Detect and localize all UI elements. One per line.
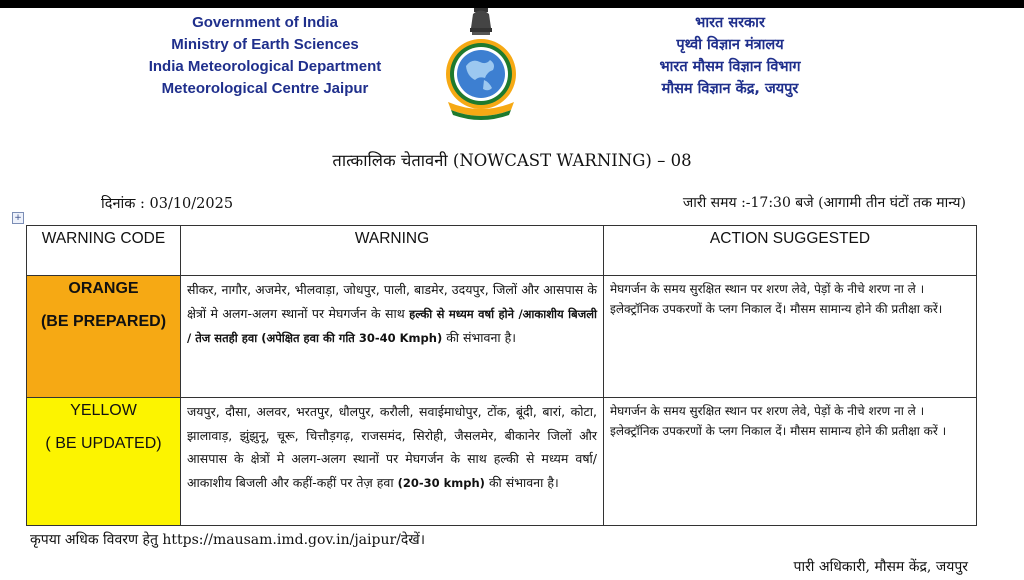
imd-emblem-icon <box>438 6 524 120</box>
orange-code-sub: (BE PREPARED) <box>40 313 167 330</box>
issue-time: जारी समय :-17:30 बजे (आगामी तीन घंटों तक मान्य) <box>682 195 966 211</box>
yellow-warning-end: की संभावना है। <box>488 474 559 490</box>
header-english <box>120 12 410 100</box>
table-row-orange <box>27 276 977 398</box>
yellow-warning-text <box>181 398 604 526</box>
orange-warning-text <box>181 276 604 398</box>
yellow-warning-plain: जयपुर, दौसा, अलवर, भरतपुर, धौलपुर, करौली, सवाईमाधोपुर, टोंक, बूंदी, बारां, कोटा, झालावाड़, झुंझुनू, चूरू, चित्तौड़गढ़, राजसमंद, सिरोही, जैसलमेर, बीकानेर जिलों और आसपास के क्षेत्रों मे अलग-अलग स्थानों पर मेघगर्जन के साथ हल्की से मध्यम वर्षा/ आकाशीय बिजली और कहीं-कहीं पर तेज़ हवा <box>187 404 597 490</box>
yellow-code-label: YELLOW <box>70 402 137 419</box>
yellow-code-cell <box>27 398 181 526</box>
header-en-line: Meteorological Centre Jaipur <box>161 80 369 97</box>
header-en-line: India Meteorological Department <box>148 58 382 75</box>
orange-code-cell <box>27 276 181 398</box>
yellow-action-text: मेघगर्जन के समय सुरक्षित स्थान पर शरण लेवे, पेड़ों के नीचे शरण ना ले । इलेक्ट्रॉनिक उपकरणों के प्लग निकाल दें। मौसम सामान्य होने की प्रतीक्षा करें । <box>604 398 977 526</box>
issue-date: दिनांक : 03/10/2025 <box>101 196 234 212</box>
header-hindi <box>600 12 860 100</box>
orange-warning-bold: हल्की से मध्यम वर्षा होने /आकाशीय बिजली / तेज सतही हवा (अपेक्षित हवा की गति 30-40 Kmph) <box>187 306 597 345</box>
table-move-handle-icon[interactable]: + <box>12 212 24 224</box>
header-hi-line: मौसम विज्ञान केंद्र, जयपुर <box>661 81 799 97</box>
header-hi-line: भारत मौसम विज्ञान विभाग <box>659 59 801 75</box>
yellow-warning-bold: (20-30 kmph) <box>397 475 485 490</box>
more-info-link-text[interactable]: कृपया अधिक विवरण हेतु https://mausam.imd.gov.in/jaipur/देखें। <box>30 532 426 548</box>
header-en-line: Government of India <box>192 14 338 31</box>
orange-action-text: मेघगर्जन के समय सुरक्षित स्थान पर शरण लेवे, पेड़ों के नीचे शरण ना ले । इलेक्ट्रॉनिक उपकरणों के प्लग निकाल दें। मौसम सामान्य होने की प्रतीक्षा करें। <box>604 276 977 398</box>
yellow-code-sub: ( BE UPDATED) <box>45 435 162 452</box>
header-hi-line: पृथ्वी विज्ञान मंत्रालय <box>676 37 784 53</box>
signature: पारी अधिकारी, मौसम केंद्र, जयपुर <box>793 559 968 575</box>
table-row-yellow <box>27 398 977 526</box>
table-header-row <box>27 226 977 276</box>
warning-table <box>26 225 977 526</box>
header-action: ACTION SUGGESTED <box>604 226 977 276</box>
orange-warning-plain: सीकर, नागौर, अजमेर, भीलवाड़ा, जोधपुर, पाली, बाडमेर, उदयपुर, जिलों और आसपास के क्षेत्रों मे अलग-अलग स्थानों पर मेघगर्जन के साथ <box>187 282 597 321</box>
header-en-line: Ministry of Earth Sciences <box>171 36 359 53</box>
header-warning: WARNING <box>181 226 604 276</box>
orange-code-label: ORANGE <box>68 280 139 297</box>
warning-title: तात्कालिक चेतावनी (NOWCAST WARNING) – 08 <box>332 151 692 170</box>
header-warning-code: WARNING CODE <box>27 226 181 276</box>
orange-warning-end: की संभावना है। <box>446 330 516 345</box>
header-hi-line: भारत सरकार <box>695 15 765 31</box>
